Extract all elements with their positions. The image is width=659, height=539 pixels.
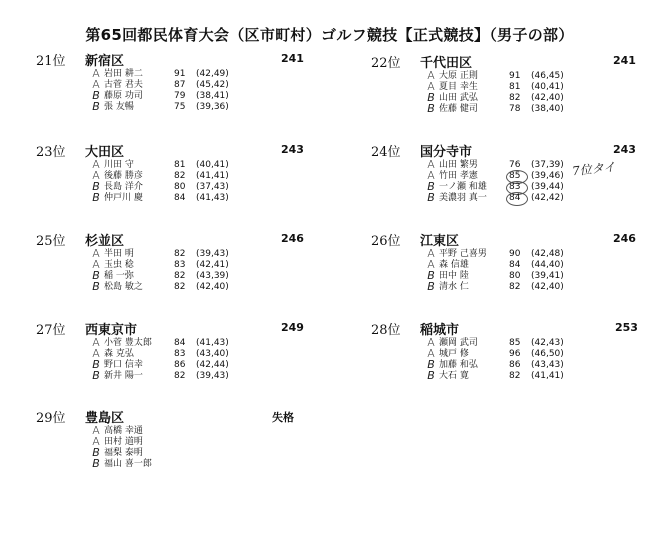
team-total: 246 [281,232,304,245]
player-score-value: 75 [174,102,186,112]
player-score [509,71,520,82]
player-half-scores: (39,43) [196,371,229,381]
handwritten-class-mark: B [427,180,435,193]
player-name: 後藤 勝彦 [104,171,143,181]
team-name: 国分寺市 [420,145,473,160]
player-half-scores: (42,43) [531,338,564,348]
handwritten-class-mark: A [92,258,100,271]
handwritten-class-mark: B [427,369,435,382]
player-half-scores: (41,43) [196,338,229,348]
player-score [509,371,520,382]
player-score [174,80,185,91]
player-half-scores: (38,41) [196,91,229,101]
handwritten-class-mark: B [92,446,100,459]
player-score-value: 87 [174,80,186,90]
team-name: 西東京市 [85,323,138,338]
player-score-value: 82 [509,282,521,292]
player-score [174,69,185,80]
handwritten-class-mark: A [92,78,100,91]
player-score [174,193,185,204]
player-name: 大石 寛 [439,371,469,381]
player-half-scores: (43,43) [531,360,564,370]
handwritten-class-mark: A [92,424,100,437]
player-half-scores: (39,46) [531,171,564,181]
player-score-value: 82 [174,282,186,292]
player-name: 森 信雄 [439,260,469,270]
handwritten-class-mark: B [92,100,100,113]
player-name: 松島 敏之 [104,282,143,292]
player-name: 新井 陽一 [104,371,143,381]
player-half-scores: (39,44) [531,182,564,192]
player-half-scores: (41,41) [196,171,229,181]
player-name: 玉虫 稔 [104,260,134,270]
handwritten-class-mark: A [427,80,435,93]
team-rank: 24位 [371,145,401,160]
handwritten-class-mark: A [427,258,435,271]
team-name: 千代田区 [420,56,473,71]
player-score-value: 86 [174,360,186,370]
team-block [36,407,336,497]
player-score [174,282,185,293]
player-score [509,249,520,260]
team-name: 江東区 [420,234,460,249]
player-half-scores: (44,40) [531,260,564,270]
player-score [174,338,185,349]
player-score [174,91,185,102]
player-score-value: 96 [509,349,521,359]
player-half-scores: (46,50) [531,349,564,359]
player-half-scores: (38,40) [531,104,564,114]
team-name: 大田区 [85,145,125,160]
player-score-value: 83 [509,182,521,192]
player-half-scores: (37,39) [531,160,564,170]
team-block [36,141,336,231]
handwritten-class-mark: A [427,69,435,82]
player-score-value: 82 [174,249,186,259]
player-score [509,260,520,271]
team-total: 249 [281,321,304,334]
player-half-scores: (42,44) [196,360,229,370]
player-score-value: 83 [174,260,186,270]
player-score-value: 84 [174,193,186,203]
team-rank: 22位 [371,56,401,71]
team-total: 243 [281,143,304,156]
player-name: 平野 己喜男 [439,249,487,259]
handwritten-class-mark: A [427,169,435,182]
player-name: 夏目 幸生 [439,82,478,92]
player-score-value: 84 [509,260,521,270]
player-name: 岩田 耕二 [104,69,143,79]
team-total: 246 [613,232,636,245]
handwritten-class-mark: B [427,358,435,371]
player-name: 瀬岡 武司 [439,338,478,348]
handwritten-class-mark: B [92,457,100,470]
team-total: 241 [281,52,304,65]
player-name: 佐藤 健司 [439,104,478,114]
player-score-value: 82 [509,371,521,381]
team-block [36,50,336,140]
player-half-scores: (39,43) [196,249,229,259]
player-score-value: 85 [509,338,521,348]
player-name: 田中 陸 [439,271,469,281]
handwritten-class-mark: B [427,102,435,115]
player-score [174,360,185,371]
handwritten-class-mark: B [92,191,100,204]
player-score-value: 82 [174,171,186,181]
player-half-scores: (43,39) [196,271,229,281]
player-name: 稲 一弥 [104,271,134,281]
player-score-value: 82 [174,271,186,281]
player-score [174,249,185,260]
team-rank: 21位 [36,54,66,69]
handwritten-class-mark: A [92,347,100,360]
handwritten-class-mark: A [427,247,435,260]
player-name: 古菅 君夫 [104,80,143,90]
team-block [371,319,659,409]
handwritten-class-mark: B [427,191,435,204]
player-name: 森 克弘 [104,349,134,359]
team-rank: 25位 [36,234,66,249]
player-name: 野口 信幸 [104,360,143,370]
player-score [509,338,520,349]
team-rank: 28位 [371,323,401,338]
team-total: 241 [613,54,636,67]
player-half-scores: (46,45) [531,71,564,81]
player-score-value: 84 [509,193,521,203]
player-score [174,349,185,360]
player-half-scores: (40,41) [531,82,564,92]
player-name: 清水 仁 [439,282,469,292]
player-name: 藤原 功司 [104,91,143,101]
player-score-value: 81 [174,160,186,170]
handwritten-class-mark: B [92,180,100,193]
player-score [509,360,520,371]
handwritten-class-mark: B [92,269,100,282]
player-name: 小菅 豊太郎 [104,338,152,348]
handwritten-class-mark: B [427,280,435,293]
handwritten-class-mark: A [427,336,435,349]
player-score-value: 80 [174,182,186,192]
player-half-scores: (41,43) [196,193,229,203]
player-score-value: 82 [509,93,521,103]
team-block [371,230,659,320]
handwritten-class-mark: B [427,269,435,282]
team-block [36,230,336,320]
player-half-scores: (39,41) [531,271,564,281]
player-score [509,104,520,115]
team-name: 杉並区 [85,234,125,249]
player-half-scores: (42,49) [196,69,229,79]
player-score-value: 82 [174,371,186,381]
player-score-value: 81 [509,82,521,92]
player-name: 川田 守 [104,160,134,170]
player-half-scores: (42,40) [531,93,564,103]
player-name: 竹田 孝憲 [439,171,478,181]
handwritten-class-mark: A [92,67,100,80]
player-score [509,349,520,360]
player-name: 長島 洋介 [104,182,143,192]
handwritten-class-mark: B [92,280,100,293]
team-rank: 23位 [36,145,66,160]
team-total: 253 [615,321,638,334]
player-score [509,193,520,204]
player-name: 城戸 修 [439,349,469,359]
player-name: 福梨 泰明 [104,448,143,458]
player-half-scores: (40,41) [196,160,229,170]
player-half-scores: (42,40) [196,282,229,292]
player-score [174,160,185,171]
player-half-scores: (42,40) [531,282,564,292]
player-half-scores: (37,43) [196,182,229,192]
player-name: 高橋 幸通 [104,426,143,436]
handwritten-class-mark: B [92,358,100,371]
player-half-scores: (45,42) [196,80,229,90]
team-rank: 27位 [36,323,66,338]
team-rank: 29位 [36,411,66,426]
handwritten-class-mark: A [92,158,100,171]
handwritten-class-mark: B [92,369,100,382]
handwritten-class-mark: B [427,91,435,104]
team-name: 豊島区 [85,411,125,426]
player-score-value: 76 [509,160,521,170]
player-score [174,371,185,382]
team-name: 稲城市 [420,323,460,338]
player-score [509,82,520,93]
handwritten-note: 7位タイ [571,159,617,179]
player-name: 山田 繁男 [439,160,478,170]
player-name: 福山 喜一郎 [104,459,152,469]
team-name: 新宿区 [85,54,125,69]
handwritten-class-mark: A [92,435,100,448]
team-total: 失格 [272,411,294,424]
player-score-value: 84 [174,338,186,348]
handwritten-class-mark: B [92,89,100,102]
player-score-value: 91 [509,71,521,81]
handwritten-circle [506,192,528,206]
player-score [174,171,185,182]
player-score-value: 80 [509,271,521,281]
player-name: 大原 正則 [439,71,478,81]
player-score [509,282,520,293]
page-title: 第65回都民体育大会（区市町村）ゴルフ競技【正式競技】（男子の部） [85,26,574,44]
player-half-scores: (43,40) [196,349,229,359]
player-name: 田村 道明 [104,437,143,447]
handwritten-class-mark: A [427,347,435,360]
player-half-scores: (42,41) [196,260,229,270]
player-name: 張 友暢 [104,102,134,112]
handwritten-class-mark: A [92,336,100,349]
player-half-scores: (42,48) [531,249,564,259]
player-score-value: 90 [509,249,521,259]
player-half-scores: (39,36) [196,102,229,112]
handwritten-class-mark: A [427,158,435,171]
team-block [371,52,659,142]
team-total: 243 [613,143,636,156]
player-score [174,260,185,271]
player-score [509,271,520,282]
player-name: 山田 武弘 [439,93,478,103]
team-block [36,319,336,409]
player-score [509,93,520,104]
player-half-scores: (42,42) [531,193,564,203]
team-block [371,141,659,231]
player-name: 加藤 和弘 [439,360,478,370]
player-score-value: 91 [174,69,186,79]
player-score [174,102,185,113]
player-score-value: 83 [174,349,186,359]
player-name: 美濃羽 真一 [439,193,487,203]
team-rank: 26位 [371,234,401,249]
player-name: 仲戸川 慶 [104,193,143,203]
player-score-value: 85 [509,171,521,181]
player-score [174,271,185,282]
player-name: 半田 明 [104,249,134,259]
handwritten-class-mark: A [92,169,100,182]
player-score-value: 78 [509,104,521,114]
player-name: 一ノ瀬 和雄 [439,182,487,192]
player-score-value: 79 [174,91,186,101]
player-score [174,182,185,193]
player-half-scores: (41,41) [531,371,564,381]
player-score-value: 86 [509,360,521,370]
handwritten-class-mark: A [92,247,100,260]
